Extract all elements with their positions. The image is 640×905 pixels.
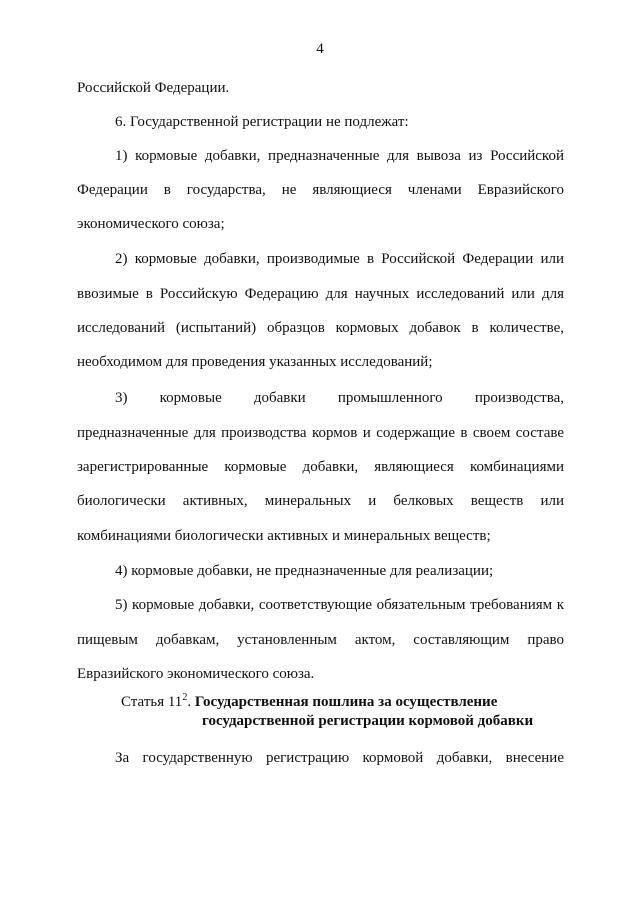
- text-line: Российской Федерации.: [77, 80, 230, 96]
- text-line: 3) кормовые добавки промышленного производства,: [115, 390, 564, 406]
- text-line: 1) кормовые добавки, предназначенные для вывоза из Российской: [115, 148, 564, 164]
- text-line: пищевым добавкам, установленным актом, составляющим право: [77, 632, 564, 648]
- text-line: За государственную регистрацию кормовой добавки, внесение: [115, 750, 564, 766]
- page-number: 4: [316, 41, 324, 57]
- text-line: 6. Государственной регистрации не подлежат:: [115, 114, 409, 130]
- text-line: 4) кормовые добавки, не предназначенные для реализации;: [115, 563, 494, 579]
- article-heading-line-1: Статья $11^2$. Государственная пошлина за осуществление: [121, 692, 498, 710]
- text-line: исследований (испытаний) образцов кормовых добавок в количестве,: [77, 320, 564, 336]
- text-line: 5) кормовые добавки, соответствующие обязательным требованиям к: [115, 597, 564, 613]
- text-line: Федерации в государства, не являющиеся членами Евразийского: [77, 182, 564, 198]
- article-heading: [121, 693, 591, 731]
- text-line: комбинациями биологически активных и минеральных веществ;: [77, 528, 491, 544]
- text-line: ввозимые в Российскую Федерацию для научных исследований или для: [77, 286, 564, 302]
- text-line: Евразийского экономического союза.: [77, 666, 315, 682]
- article-title-line-1: Государственная пошлина за осуществление: [194, 694, 498, 710]
- text-line: зарегистрированные кормовые добавки, являющиеся комбинациями: [77, 459, 564, 475]
- text-line: биологически активных, минеральных и белковых веществ или: [77, 493, 564, 509]
- text-line: экономического союза;: [77, 216, 225, 232]
- article-number-superscript: 2: [182, 692, 188, 703]
- article-heading-line-2: [121, 712, 591, 731]
- article-title-line-2: государственной регистрации кормовой добавки: [202, 713, 534, 729]
- article-label: Статья 11: [121, 694, 183, 710]
- text-line: предназначенные для производства кормов и содержащие в своем составе: [77, 425, 564, 441]
- text-line: необходимом для проведения указанных исследований;: [77, 354, 433, 370]
- text-line: 2) кормовые добавки, производимые в Российской Федерации или: [115, 251, 564, 267]
